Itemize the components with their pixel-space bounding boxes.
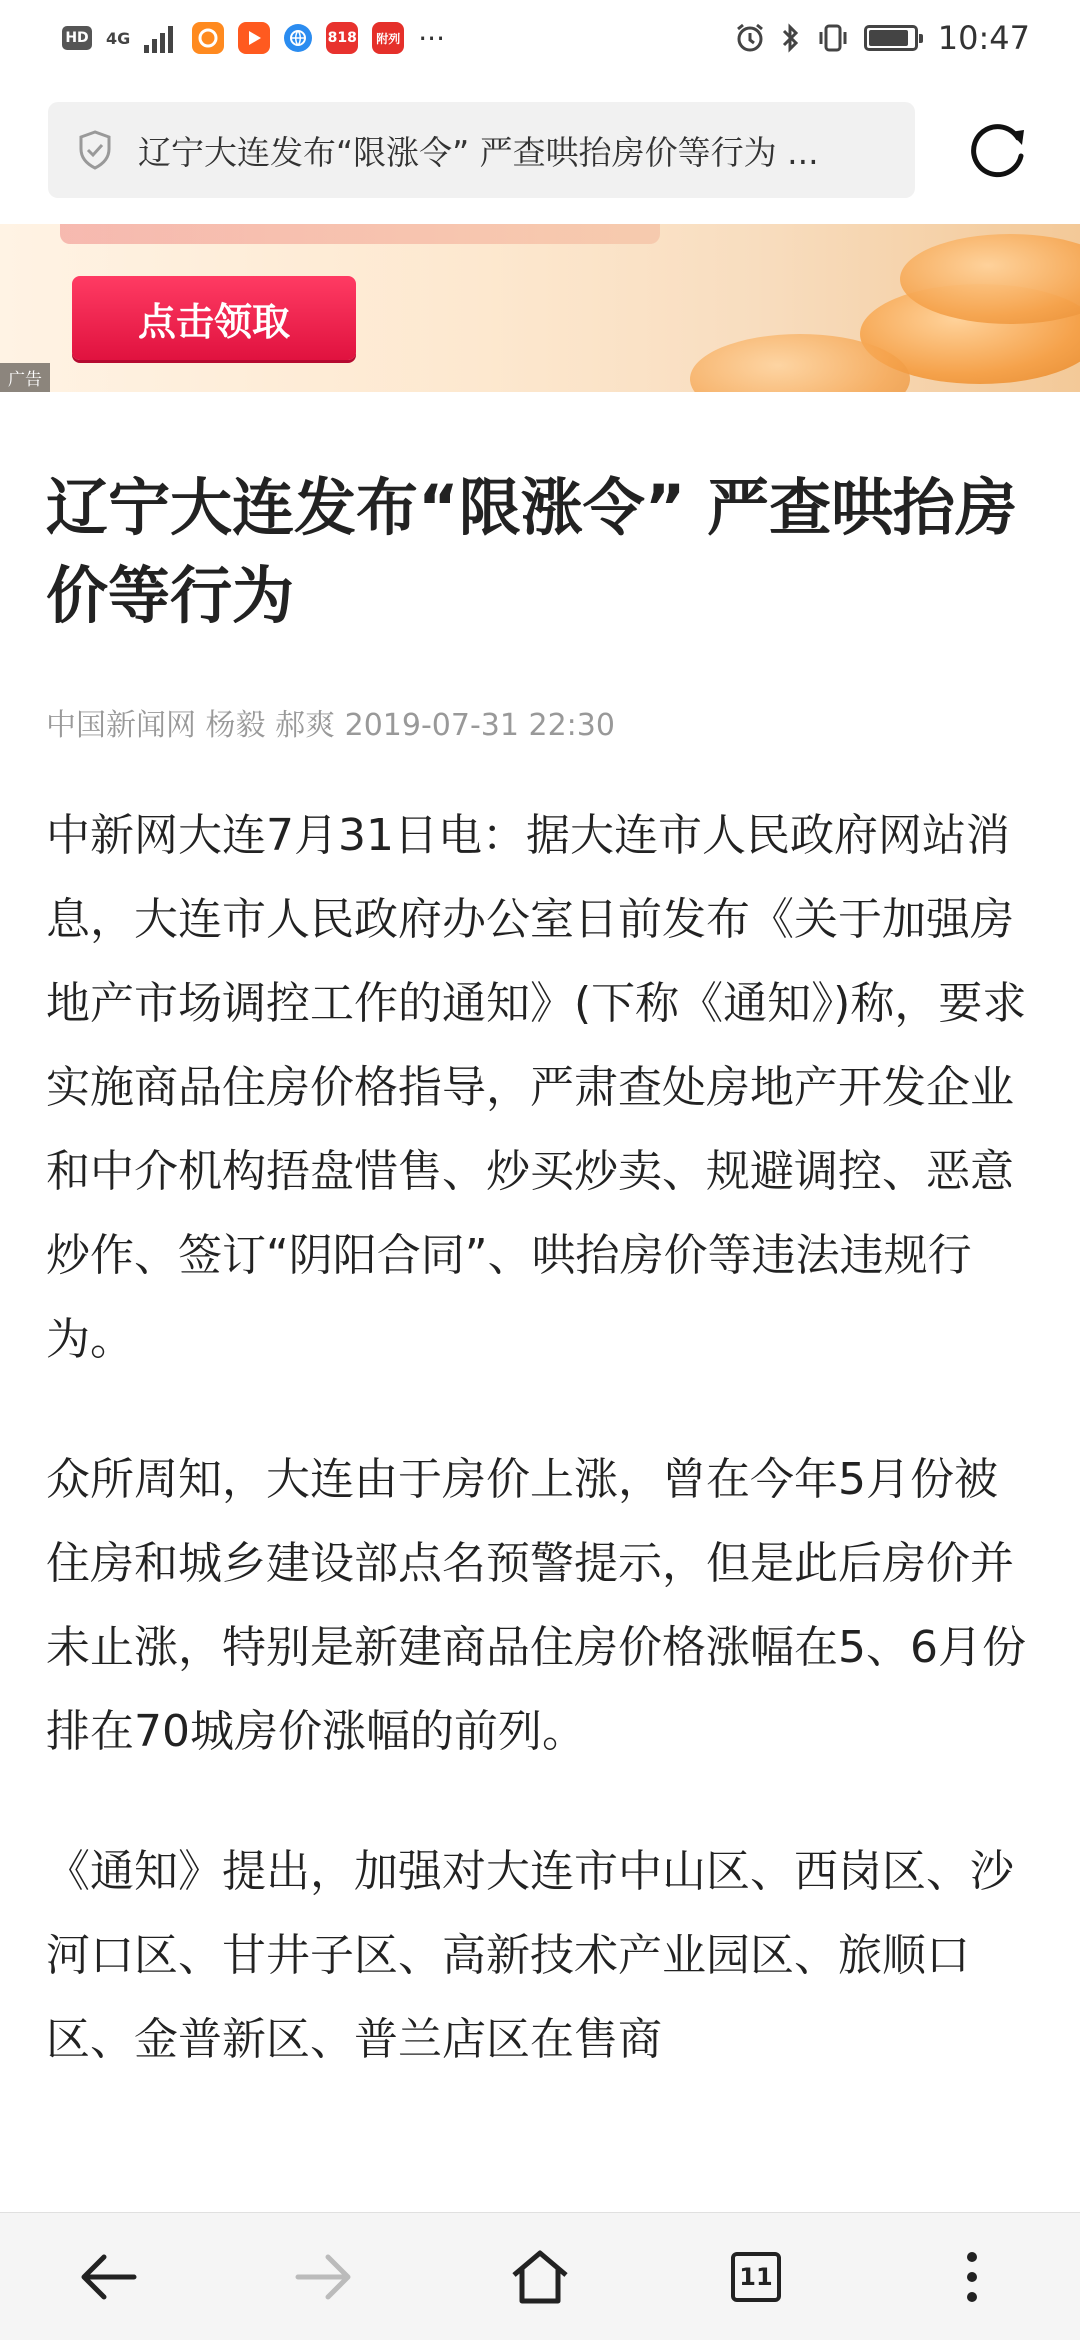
address-bar [0,80,1080,220]
home-button[interactable] [480,2227,600,2327]
tab-count-icon: 11 [731,2252,781,2302]
hd-icon: HD [62,26,92,50]
more-vertical-icon [962,2247,982,2307]
vibrate-icon [816,22,850,54]
home-icon [508,2247,572,2307]
url-field[interactable] [48,102,915,198]
ad-label: 广告 [0,363,50,392]
url-title: 辽宁大连发布“限涨令” 严查哄抬房价等行为 ... [138,132,819,172]
tabs-button[interactable] [696,2227,816,2327]
news-app-icon: 附列 [372,22,404,54]
video-app-icon [238,22,270,54]
ad-claim-button[interactable]: 点击领取 [72,276,356,360]
article-paragraph: 中新网大连7月31日电：据大连市人民政府网站消息，大连市人民政府办公室日前发布《关于加强房地产市场调控工作的通知》(下称《通知》)称，要求实施商品住房价格指导，严肃查处房地产开发企业和中介机构捂盘惜售、炒买炒卖、规避调控、恶意炒作、签订“阴阳合同”、哄抬房价等违法违规行为。 [46,810,1027,1365]
refresh-icon [966,118,1030,182]
arrow-left-icon [78,2252,138,2302]
article-meta: 中国新闻网 杨毅 郝爽 2019-07-31 22:30 [46,708,615,743]
back-button[interactable] [48,2227,168,2327]
more-notifications-icon: ··· [418,21,445,55]
bluetooth-icon [780,22,802,54]
shield-icon [76,129,114,171]
refresh-button[interactable] [965,115,1032,185]
article-title: 辽宁大连发布“限涨令” 严查哄抬房价等行为 [46,471,1018,632]
clock: 10:47 [937,19,1030,57]
arrow-right-icon [294,2252,354,2302]
status-left [62,22,445,55]
article-paragraph: 《通知》提出，加强对大连市中山区、西岗区、沙河口区、甘井子区、高新技术产业园区、旅顺口区、金普新区、普兰店区在售商 [46,1846,1014,2065]
alarm-icon [734,22,766,54]
article [0,392,1080,2126]
menu-button[interactable] [912,2227,1032,2327]
bottom-navigation [0,2212,1080,2340]
forward-button[interactable] [264,2227,384,2327]
shopping-app-icon: 818 [326,22,358,54]
status-right [734,19,1030,57]
ad-decoration [60,224,660,244]
status-bar [0,0,1080,76]
signal-icon [144,23,178,53]
battery-icon [864,25,918,51]
article-paragraph: 众所周知，大连由于房价上涨，曾在今年5月份被住房和城乡建设部点名预警提示，但是此后房价并未止涨，特别是新建商品住房价格涨幅在5、6月份排在70城房价涨幅的前列。 [46,1454,1026,1757]
uc-browser-app-icon [192,22,224,54]
ad-banner[interactable] [0,224,1080,392]
globe-app-icon [284,24,312,52]
network-type: 4G [106,28,131,48]
